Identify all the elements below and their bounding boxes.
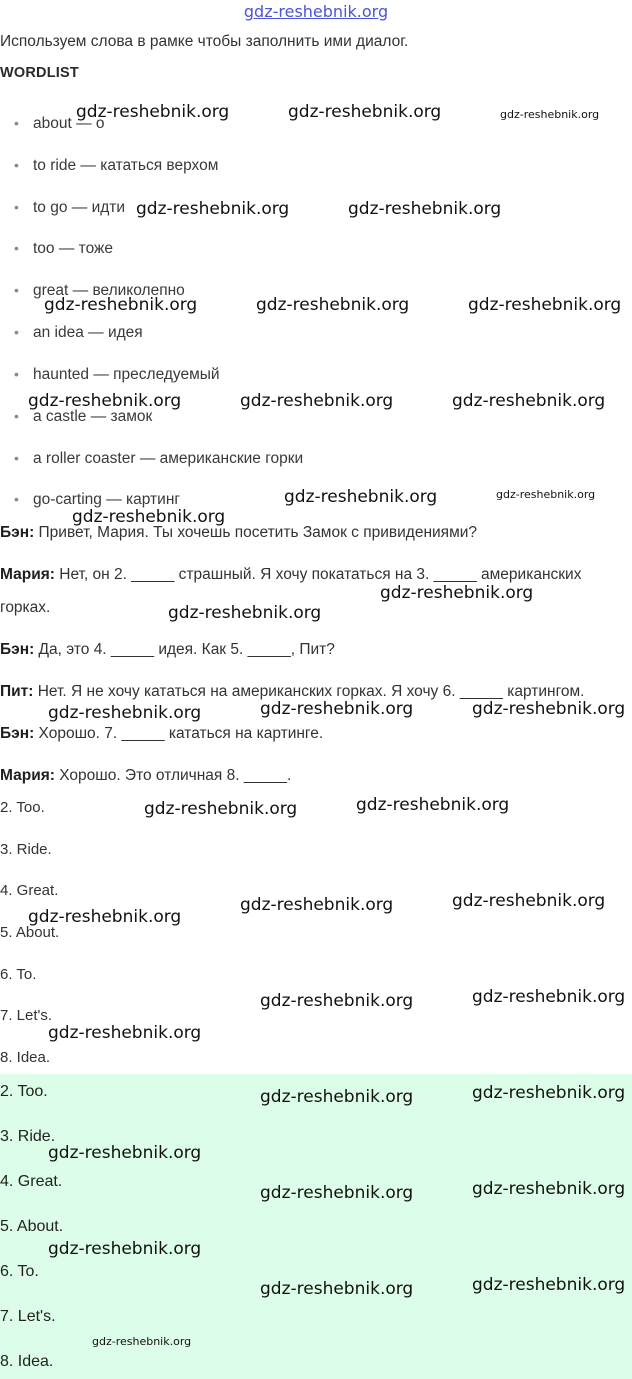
bullet-icon: •	[14, 199, 19, 215]
watermark: gdz-reshebnik.org	[240, 895, 394, 915]
watermark: gdz-reshebnik.org	[288, 102, 442, 122]
dialog-line: Бэн: Привет, Мария. Ты хочешь посетить Замок с привидениями?	[0, 524, 477, 541]
answer-item: 3. Ride.	[0, 841, 52, 858]
answer-item: 8. Idea.	[0, 1353, 54, 1370]
watermark: gdz-reshebnik.org	[72, 507, 226, 527]
watermark: gdz-reshebnik.org	[496, 488, 596, 501]
bullet-icon: •	[14, 366, 19, 382]
bullet-icon: •	[14, 408, 19, 424]
bullet-icon: •	[14, 450, 19, 466]
intro-text: Используем слова в рамке чтобы заполнить ими диалог.	[0, 33, 409, 50]
watermark: gdz-reshebnik.org	[452, 891, 606, 911]
watermark: gdz-reshebnik.org	[260, 1279, 414, 1299]
watermark: gdz-reshebnik.org	[468, 295, 622, 315]
watermark: gdz-reshebnik.org	[48, 703, 202, 723]
watermark: gdz-reshebnik.org	[92, 1335, 192, 1348]
watermark: gdz-reshebnik.org	[380, 583, 534, 603]
answer-item: 5. About.	[0, 1218, 64, 1235]
watermark: gdz-reshebnik.org	[48, 1023, 202, 1043]
bullet-icon: •	[14, 324, 19, 340]
wordlist-heading: WORDLIST	[0, 65, 79, 81]
watermark: gdz-reshebnik.org	[356, 795, 510, 815]
speaker: Мария:	[0, 767, 55, 784]
answer-box	[0, 1074, 632, 1379]
answer-item: 4. Great.	[0, 1173, 63, 1190]
dialog-line: Мария: Нет, он 2. _____ страшный. Я хочу покататься на 3. _____ американских	[0, 566, 582, 583]
watermark: gdz-reshebnik.org	[76, 102, 230, 122]
speaker: Бэн:	[0, 524, 35, 541]
watermark: gdz-reshebnik.org	[260, 1183, 414, 1203]
watermark: gdz-reshebnik.org	[168, 603, 322, 623]
watermark: gdz-reshebnik.org	[472, 699, 626, 719]
watermark: gdz-reshebnik.org	[136, 199, 290, 219]
watermark: gdz-reshebnik.org	[48, 1239, 202, 1259]
watermark: gdz-reshebnik.org	[260, 699, 414, 719]
watermark: gdz-reshebnik.org	[144, 799, 298, 819]
watermark: gdz-reshebnik.org	[28, 391, 182, 411]
dialog-line: Бэн: Хорошо. 7. _____ кататься на картинге.	[0, 725, 324, 742]
watermark: gdz-reshebnik.org	[284, 487, 438, 507]
watermark: gdz-reshebnik.org	[472, 1179, 626, 1199]
dialog-line: горках.	[0, 599, 51, 616]
watermark: gdz-reshebnik.org	[472, 1083, 626, 1103]
bullet-icon: •	[14, 240, 19, 256]
speaker: Мария:	[0, 566, 55, 583]
speaker: Пит:	[0, 683, 34, 700]
answer-item: 2. Too.	[0, 1083, 48, 1100]
bullet-icon: •	[14, 115, 19, 131]
answer-item: 6. To.	[0, 966, 37, 983]
answer-item: 4. Great.	[0, 882, 59, 899]
watermark: gdz-reshebnik.org	[260, 991, 414, 1011]
watermark: gdz-reshebnik.org	[260, 1087, 414, 1107]
dialog-line: Бэн: Да, это 4. _____ идея. Как 5. _____, Пит?	[0, 641, 335, 658]
watermark: gdz-reshebnik.org	[28, 907, 182, 927]
answer-item: 3. Ride.	[0, 1128, 56, 1145]
speaker: Бэн:	[0, 641, 35, 658]
dialog-line: Мария: Хорошо. Это отличная 8. _____.	[0, 767, 292, 784]
site-link[interactable]: gdz-reshebnik.org	[243, 2, 389, 21]
answer-item: 2. Too.	[0, 799, 45, 816]
watermark: gdz-reshebnik.org	[452, 391, 606, 411]
bullet-icon: •	[14, 157, 19, 173]
answer-item: 6. To.	[0, 1263, 39, 1280]
bullet-icon: •	[14, 282, 19, 298]
watermark: gdz-reshebnik.org	[256, 295, 410, 315]
dialog-line: Пит: Нет. Я не хочу кататься на американских горках. Я хочу 6. _____ картингом.	[0, 683, 585, 700]
watermark: gdz-reshebnik.org	[472, 987, 626, 1007]
watermark: gdz-reshebnik.org	[348, 199, 502, 219]
watermark: gdz-reshebnik.org	[500, 108, 600, 121]
watermark: gdz-reshebnik.org	[472, 1275, 626, 1295]
watermark: gdz-reshebnik.org	[44, 295, 198, 315]
speaker: Бэн:	[0, 725, 35, 742]
answer-item: 5. About.	[0, 924, 60, 941]
answer-item: 8. Idea.	[0, 1049, 51, 1066]
watermark: gdz-reshebnik.org	[240, 391, 394, 411]
watermark: gdz-reshebnik.org	[48, 1143, 202, 1163]
answer-item: 7. Let's.	[0, 1308, 56, 1325]
bullet-icon: •	[14, 491, 19, 507]
answer-item: 7. Let's.	[0, 1007, 53, 1024]
